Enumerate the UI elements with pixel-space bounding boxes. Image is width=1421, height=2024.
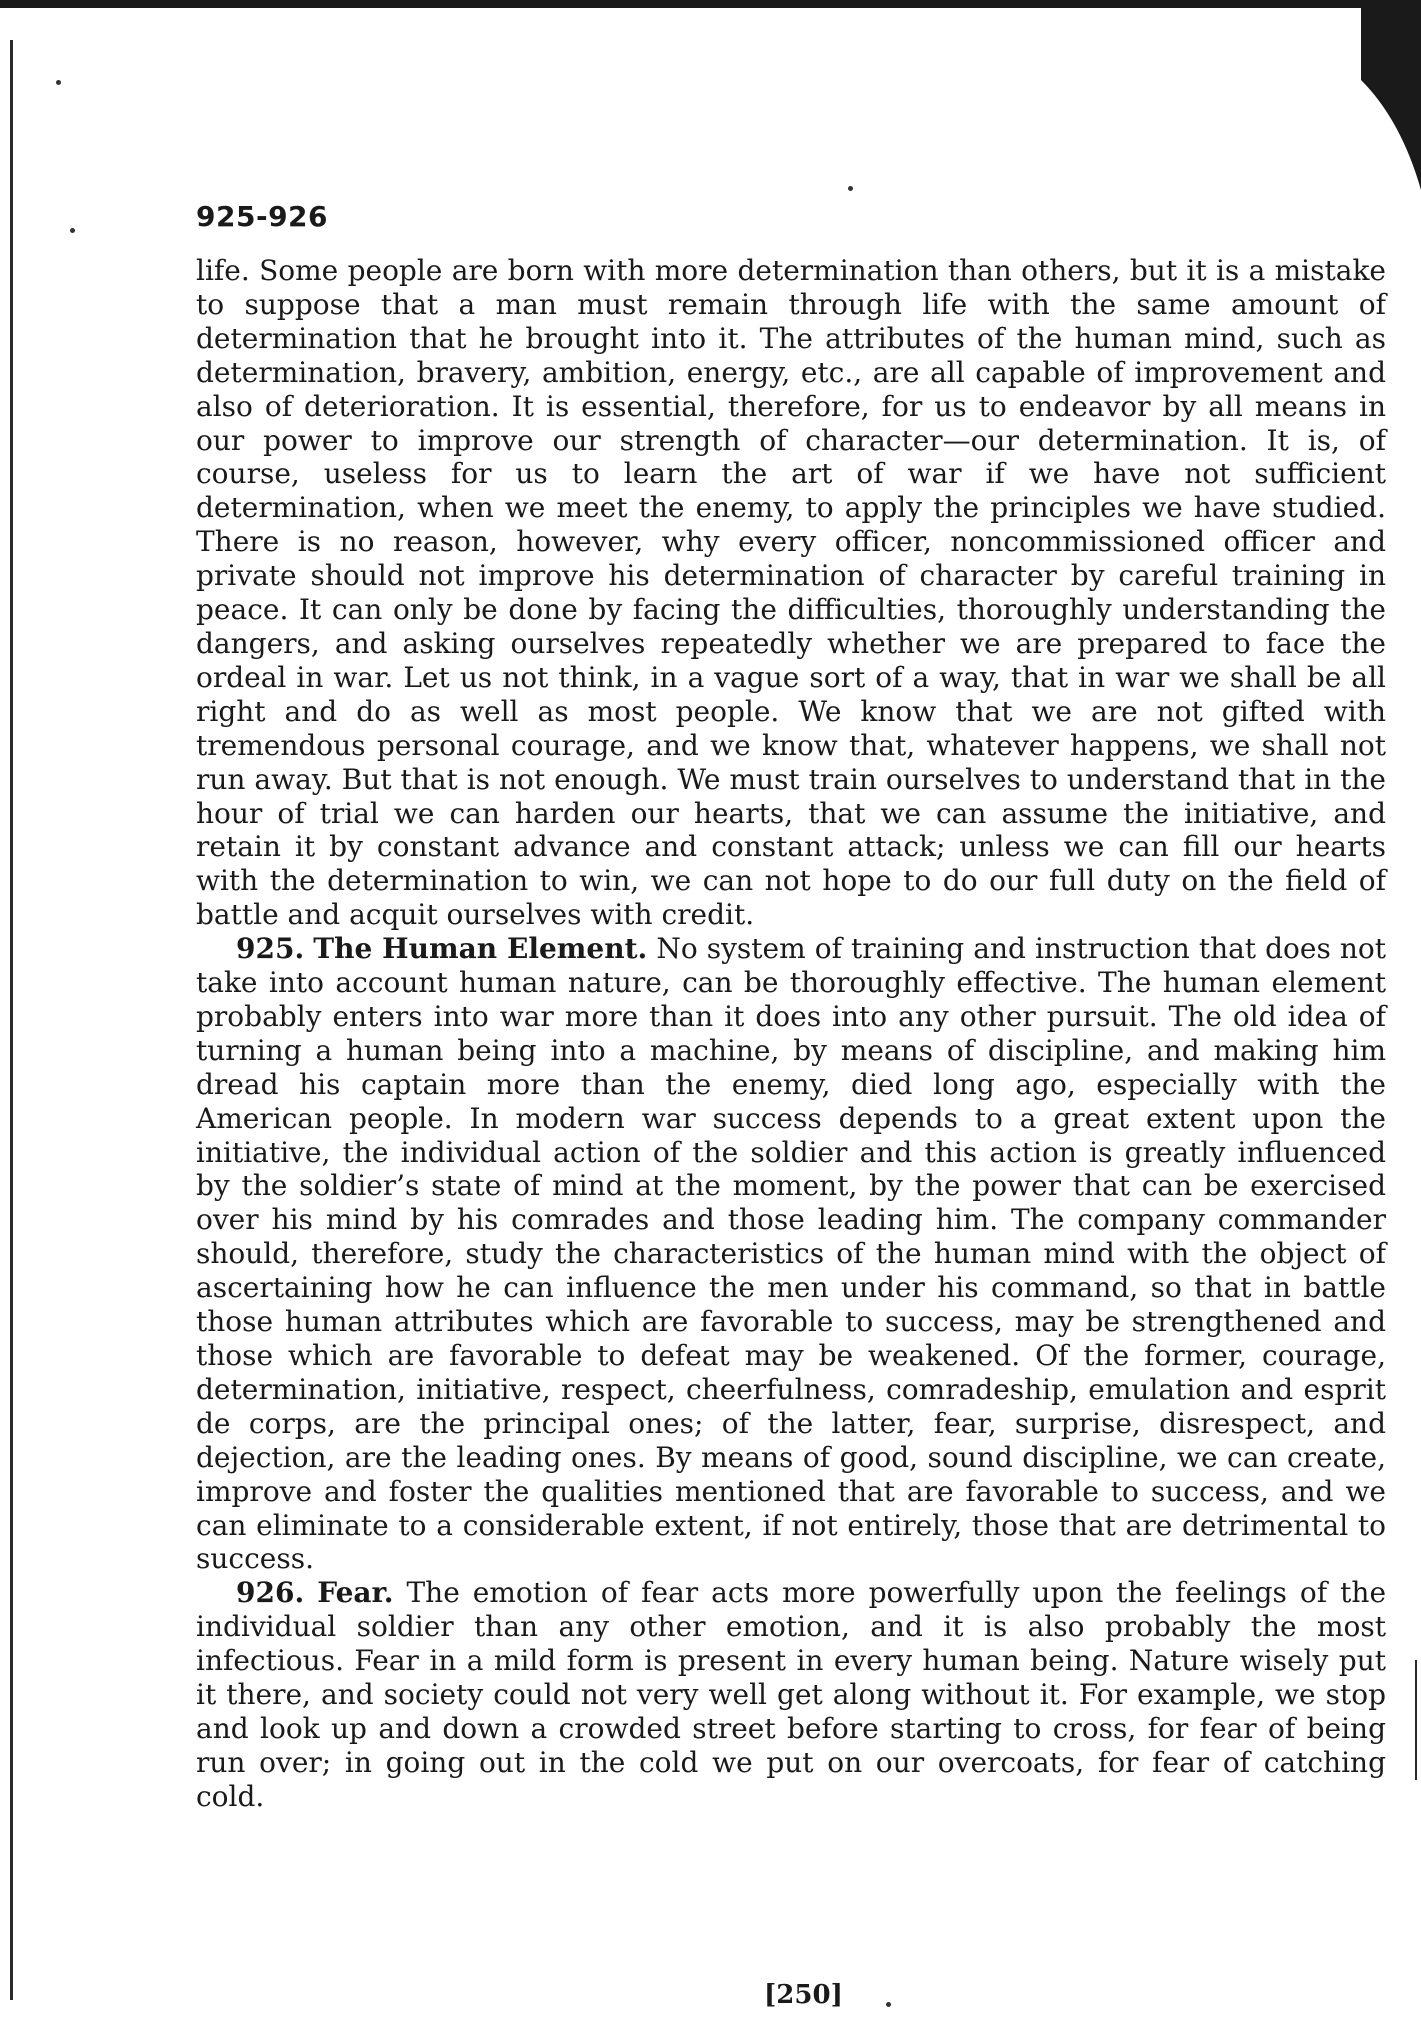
section-text: No system of training and instruction that does not take into account human nature, can be thoroughly effective. The human element probably enters into war more than it does into any other pursuit. The old idea of turning a human being into a machine, by means of discipline, and making him dread his captain more than the enemy, died long ago, especially with the American people. In modern war success depends to a great extent upon the initiative, the individual action of the soldier and this action is greatly influenced by the soldier’s state of mind at the moment, by the power that can be exercised over his mind by his comrades and those leading him. The company commander should, therefore, study the characteristics of the human mind with the object of ascertaining how he can influence the men under his command, so that in battle those human attributes which are favorable to success, may be strengthened and those which are favorable to defeat may be weakened. Of the former, courage, determination, initiative, respect, cheerfulness, comradeship, emulation and esprit de corps, are the principal ones; of the latter, fear, surprise, disrespect, and dejection, are the leading ones. By means of good, sound discipline, we can create, improve and foster the qualities mentioned that are favorable to success, and we can eliminate to a considerable extent, if not entirely, those that are detrimental to success.	[196, 932, 1387, 1576]
continuation-paragraph: life. Some people are born with more determination than others, but it is a mistake to suppose that a man must remain through life with the same amount of determination that he brought into it. The attributes of the human mind, such as determination, bravery, ambition, energy, etc., are all capable of improvement and also of deterioration. It is essential, therefore, for us to endeavor by all means in our power to improve our strength of character—our determination. It is, of course, useless for us to learn the art of war if we have not sufficient determination, when we meet the enemy, to apply the principles we have studied. There is no reason, however, why every officer, noncommissioned officer and private should not improve his determination of character by careful training in peace. It can only be done by facing the difficulties, thoroughly understanding the dangers, and asking ourselves repeatedly whether we are prepared to face the ordeal in war. Let us not think, in a vague sort of a way, that in war we shall be all right and do as well as most people. We know that we are not gifted with tremendous personal courage, and we know that, whatever happens, we shall not run away. But that is not enough. We must train ourselves to understand that in the hour of trial we can harden our hearts, that we can assume the initiative, and retain it by constant advance and constant attack; unless we can fill our hearts with the determination to win, we can not hope to do our full duty on the field of battle and acquit ourselves with credit.	[196, 254, 1386, 932]
section-number: 925.	[236, 932, 305, 966]
scan-top-border	[0, 0, 1421, 8]
section-number: 926.	[236, 1576, 305, 1610]
scan-speck	[70, 228, 75, 233]
section-925	[196, 932, 1386, 1576]
body-text	[196, 254, 1386, 1814]
scan-left-edge	[10, 40, 13, 2000]
section-title: The Human Element.	[313, 932, 648, 966]
page-header: 925-926	[196, 200, 329, 233]
section-title: Fear.	[317, 1576, 394, 1610]
scan-right-edge	[1415, 1660, 1417, 1780]
scan-speck	[848, 186, 853, 191]
section-text: The emotion of fear acts more powerfully upon the feelings of the individual soldier than any other emotion, and it is also probably the most infectious. Fear in a mild form is present in every human being. Nature wisely put it there, and society could not very well get along without it. For example, we stop and look up and down a crowded street before starting to cross, for fear of being run over; in going out in the cold we put on our overcoats, for fear of catching cold.	[196, 1576, 1387, 1813]
scan-corner-mark	[1361, 0, 1421, 190]
scan-speck	[56, 80, 61, 85]
section-926	[196, 1576, 1386, 1813]
page-number: [250]	[764, 1980, 843, 2010]
scan-speck	[886, 2002, 891, 2007]
